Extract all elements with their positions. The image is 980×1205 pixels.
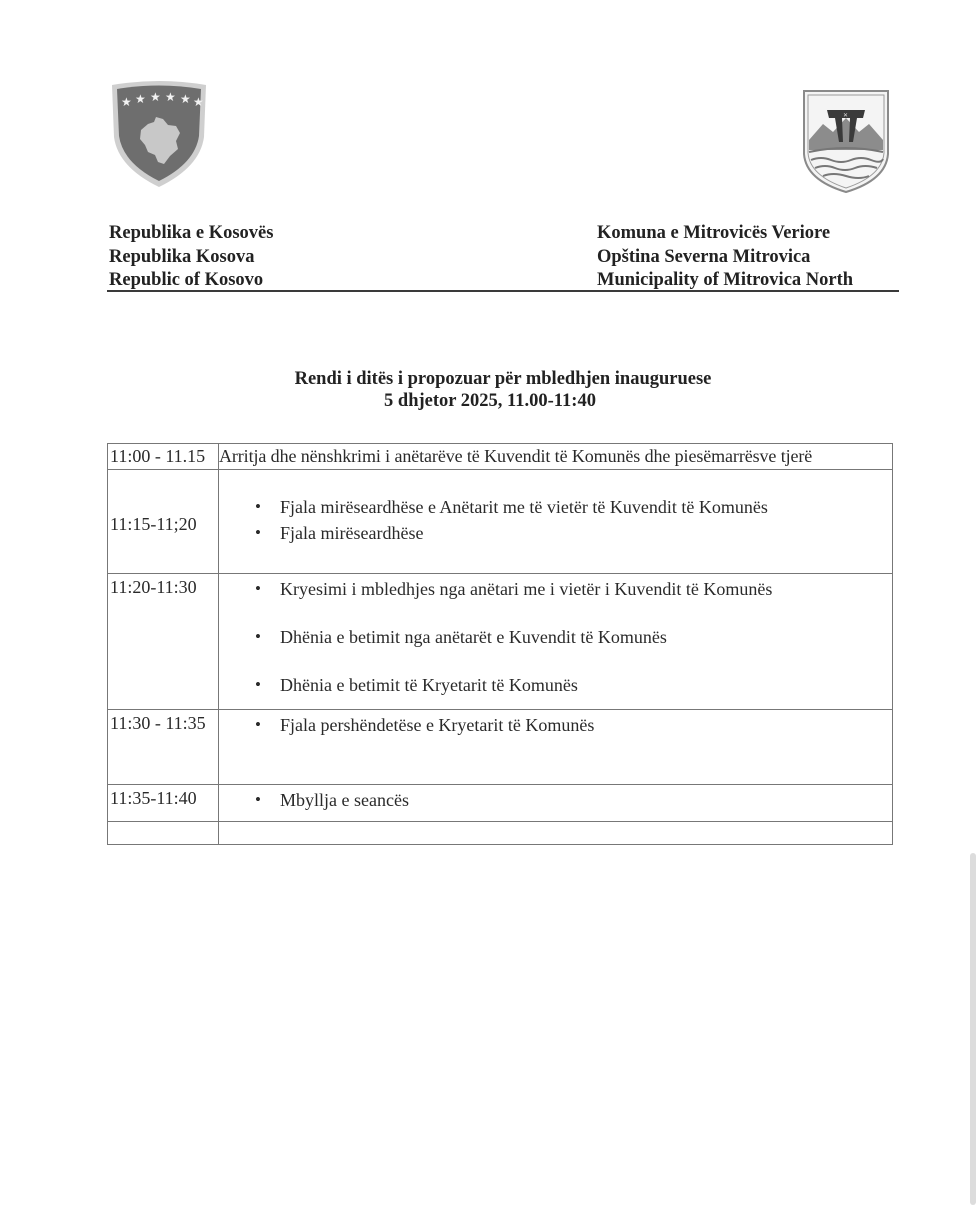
- agenda-time: [108, 470, 219, 574]
- table-row: [108, 470, 893, 574]
- header-right-line: Komuna e Mitrovicës Veriore: [597, 223, 831, 243]
- list-item: • Mbyllja e seancës: [219, 788, 892, 812]
- header-institution-right: [597, 222, 853, 293]
- mitrovica-north-coat-of-arms-icon: [801, 88, 891, 194]
- list-item: • Kryesimi i mbledhjes nga anëtari me i vietër i Kuvendit të Komunës: [219, 565, 892, 613]
- list-item: • Dhënia e betimit nga anëtarët e Kuvendit të Komunës: [219, 613, 892, 661]
- svg-text:✕: ✕: [843, 112, 849, 119]
- bullet-list: [219, 710, 892, 737]
- header-left-line: Republika e Kosovës: [109, 223, 274, 243]
- svg-text:★: ★: [150, 90, 161, 104]
- vertical-scrollbar[interactable]: [970, 853, 976, 1205]
- list-item: • Fjala mirëseardhëse e Anëtarit me të vietër të Kuvendit të Komunës: [219, 494, 892, 520]
- svg-text:★: ★: [121, 95, 132, 109]
- agenda-items: [219, 785, 893, 822]
- agenda-time: [108, 822, 219, 845]
- list-item: • Fjala pershëndetëse e Kryetarit të Komunës: [219, 713, 892, 737]
- table-row: [108, 574, 893, 710]
- title-line-1: Rendi i ditës i propozuar për mbledhjen inauguruese: [294, 369, 712, 389]
- bullet-list: [219, 470, 892, 546]
- header-institution-left: [109, 222, 273, 293]
- list-item: • Fjala mirëseardhëse: [219, 520, 892, 546]
- document-title: [0, 368, 980, 412]
- header-right-line: Municipality of Mitrovica North: [597, 270, 854, 290]
- header-left-line: Republika Kosova: [109, 246, 255, 267]
- agenda-items: [219, 710, 893, 785]
- agenda-time: 11:30 - 11:35: [108, 710, 219, 785]
- agenda-time: 11:00 - 11.15: [108, 444, 219, 470]
- table-row: [108, 444, 893, 470]
- agenda-table: [107, 443, 893, 845]
- list-item: • Dhënia e betimit të Kryetarit të Komunës: [219, 661, 892, 709]
- svg-text:★: ★: [193, 95, 204, 109]
- agenda-items: [219, 470, 893, 574]
- agenda-time: 11:35-11:40: [108, 785, 219, 822]
- svg-text:★: ★: [135, 92, 146, 106]
- bullet-list: [219, 562, 892, 709]
- agenda-time-text: 11:15-11;20: [110, 514, 197, 534]
- agenda-time: 11:20-11:30: [108, 574, 219, 710]
- agenda-item: Arritja dhe nënshkrimi i anëtarëve të Kuvendit të Komunës dhe piesëmarrësve tjerë: [219, 444, 893, 470]
- svg-text:★: ★: [180, 92, 191, 106]
- table-row: [108, 785, 893, 822]
- agenda-items: [219, 822, 893, 845]
- table-row: [108, 710, 893, 785]
- agenda-items: [219, 574, 893, 710]
- svg-text:★: ★: [165, 90, 176, 104]
- kosovo-coat-of-arms-icon: [108, 79, 210, 189]
- header-divider: [107, 290, 899, 292]
- title-line-2: 5 dhjetor 2025, 11.00-11:40: [384, 391, 596, 411]
- bullet-list: [219, 785, 892, 812]
- header-right-line: Opština Severna Mitrovica: [597, 246, 811, 267]
- table-row-empty: [108, 822, 893, 845]
- header-left-line: Republic of Kosovo: [109, 270, 264, 290]
